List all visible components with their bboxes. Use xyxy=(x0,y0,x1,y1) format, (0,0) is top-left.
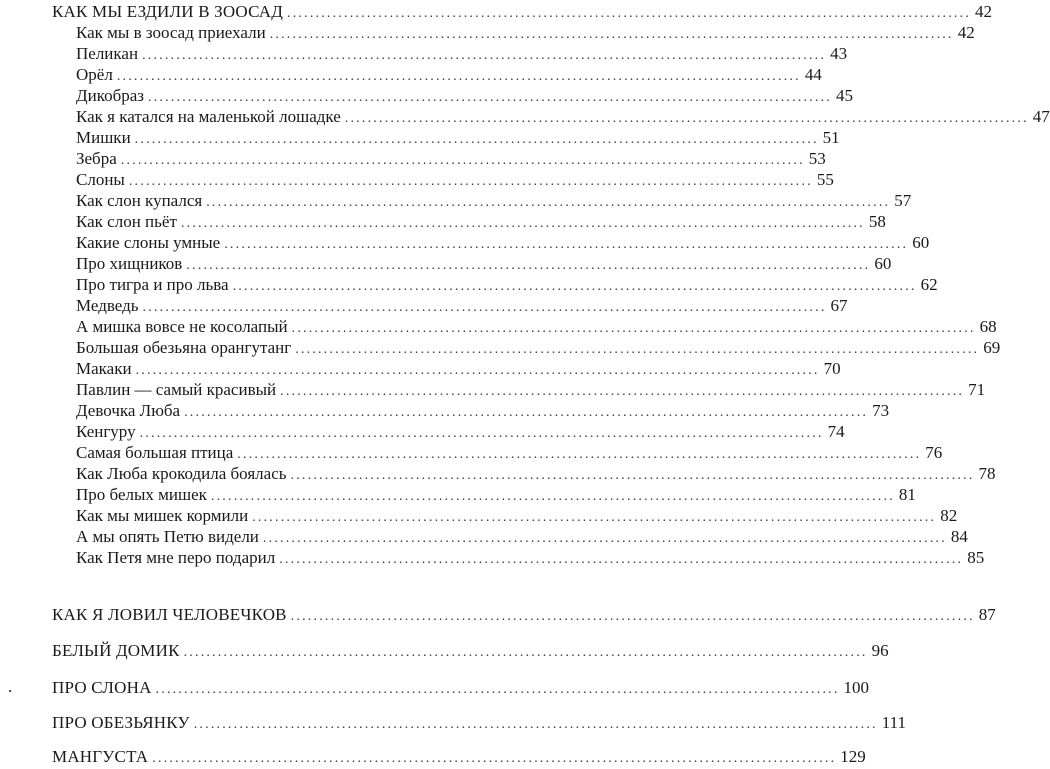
toc-entry-page: 84 xyxy=(950,527,968,546)
dot-leader: ........................................................................................................................ xyxy=(290,609,975,624)
toc-entry-title: ПРО СЛОНА xyxy=(52,678,152,697)
toc-subentry[interactable] xyxy=(76,400,890,423)
dot-leader: ........................................................................................................................ xyxy=(252,510,937,525)
toc-entry-title: Про хищников xyxy=(76,254,183,273)
dot-leader: ........................................................................................................................ xyxy=(186,258,871,273)
dot-leader: ........................................................................................................................ xyxy=(287,6,972,21)
toc-subentry[interactable] xyxy=(76,106,1050,129)
dot-leader: ........................................................................................................................ xyxy=(142,300,827,315)
toc-subentry[interactable] xyxy=(76,421,845,444)
toc-section-zoo[interactable] xyxy=(52,1,993,24)
toc-subentry[interactable] xyxy=(76,526,968,549)
dot-leader: ........................................................................................................................ xyxy=(193,717,878,732)
toc-entry-page: 81 xyxy=(898,485,916,504)
toc-entry-page: 45 xyxy=(836,86,853,105)
dot-leader: ........................................................................................................................ xyxy=(206,195,891,210)
dot-leader: ........................................................................................................................ xyxy=(224,237,909,252)
toc-section[interactable] xyxy=(52,677,870,700)
toc-subentry[interactable] xyxy=(76,190,912,213)
toc-entry-page: 53 xyxy=(808,149,826,168)
toc-entry-page: 70 xyxy=(823,359,841,378)
toc-subentry[interactable] xyxy=(76,85,853,108)
dot-leader: ........................................................................................................................ xyxy=(237,447,922,462)
dot-leader: ........................................................................................................................ xyxy=(295,342,980,357)
toc-entry-page: 71 xyxy=(968,380,986,399)
toc-entry-title: Самая большая птица xyxy=(76,443,234,462)
dot-leader: ........................................................................................................................ xyxy=(134,132,819,147)
toc-entry-title: Как я катался на маленькой лошадке xyxy=(76,107,341,126)
toc-entry-title: А мы опять Петю видели xyxy=(76,527,259,546)
dot-leader: ........................................................................................................................ xyxy=(269,27,954,42)
toc-subentry[interactable] xyxy=(76,43,848,66)
toc-entry-title: Девочка Люба xyxy=(76,401,181,420)
toc-entry-page: 42 xyxy=(957,23,975,42)
dot-leader: ........................................................................................................................ xyxy=(155,682,840,697)
dot-leader: ........................................................................................................................ xyxy=(291,321,976,336)
dot-leader: ........................................................................................................................ xyxy=(344,111,1029,126)
toc-subentry[interactable] xyxy=(76,127,840,150)
toc-entry-title: ПРО ОБЕЗЬЯНКУ xyxy=(52,713,190,732)
toc-section[interactable] xyxy=(52,712,906,735)
toc-subentry[interactable] xyxy=(76,505,958,528)
dot-leader: ........................................................................................................................ xyxy=(120,153,805,168)
toc-entry-title: Макаки xyxy=(76,359,132,378)
toc-entry-title: Мишки xyxy=(76,128,131,147)
toc-entry-title: Как Люба крокодила боялась xyxy=(76,464,287,483)
toc-entry-page: 47 xyxy=(1032,107,1050,126)
toc-entry-page: 87 xyxy=(978,605,996,624)
toc-entry-page: 82 xyxy=(940,506,958,525)
toc-subentry[interactable] xyxy=(76,232,930,255)
toc-entry-title: КАК МЫ ЕЗДИЛИ В ЗООСАД xyxy=(52,2,284,21)
toc-entry-page: 62 xyxy=(920,275,938,294)
dot-leader: ........................................................................................................................ xyxy=(184,405,869,420)
toc-entry-title: Как Петя мне перо подарил xyxy=(76,548,276,567)
toc-entry-page: 44 xyxy=(804,65,822,84)
toc-entry-title: Пеликан xyxy=(76,44,139,63)
dot-leader: ........................................................................................................................ xyxy=(232,279,917,294)
toc-entry-title: А мишка вовсе не косолапый xyxy=(76,317,288,336)
toc-entry-page: 55 xyxy=(816,170,834,189)
toc-entry-title: Орёл xyxy=(76,65,113,84)
dot-leader: ........................................................................................................................ xyxy=(180,216,865,231)
toc-entry-title: Как мы мишек кормили xyxy=(76,506,249,525)
toc-entry-page: 43 xyxy=(830,44,848,63)
dot-leader: ........................................................................................................................ xyxy=(135,363,820,378)
toc-entry-page: 60 xyxy=(874,254,892,273)
toc-subentry[interactable] xyxy=(76,337,1001,360)
dot-leader: ........................................................................................................................ xyxy=(142,48,827,63)
toc-subentry[interactable] xyxy=(76,148,826,171)
toc-entry-page: 96 xyxy=(871,641,889,660)
toc-subentry[interactable] xyxy=(76,211,886,234)
dot-leader: ........................................................................................................................ xyxy=(210,489,895,504)
toc-entry-page: 51 xyxy=(822,128,840,147)
toc-entry-page: 68 xyxy=(979,317,997,336)
dot-leader: ........................................................................................................................ xyxy=(290,468,975,483)
dot-leader: ........................................................................................................................ xyxy=(116,69,801,84)
toc-section[interactable] xyxy=(52,604,996,627)
toc-entry-title: Дикобраз xyxy=(76,86,144,105)
toc-entry-title: Про тигра и про льва xyxy=(76,275,229,294)
toc-entry-page: 78 xyxy=(978,464,996,483)
dot-leader: ........................................................................................................................ xyxy=(128,174,813,189)
toc-subentry[interactable] xyxy=(76,316,997,339)
toc-entry-page: 100 xyxy=(843,678,870,697)
toc-entry-page: 58 xyxy=(868,212,886,231)
toc-subentry[interactable] xyxy=(76,169,834,192)
toc-section[interactable] xyxy=(52,746,866,769)
toc-entry-title: Слоны xyxy=(76,170,125,189)
toc-entry-page: 69 xyxy=(983,338,1001,357)
stray-mark: . xyxy=(8,677,13,696)
toc-subentry[interactable] xyxy=(76,358,841,381)
toc-subentry[interactable] xyxy=(76,547,985,570)
toc-entry-page: 85 xyxy=(967,548,985,567)
toc-entry-title: БЕЛЫЙ ДОМИК xyxy=(52,641,180,660)
toc-subentry[interactable] xyxy=(76,64,822,87)
toc-entry-page: 73 xyxy=(872,401,890,420)
toc-subentry[interactable] xyxy=(76,379,986,402)
toc-subentry[interactable] xyxy=(76,442,943,465)
toc-entry-title: Про белых мишек xyxy=(76,485,207,504)
toc-subentry[interactable] xyxy=(76,463,996,486)
dot-leader: ........................................................................................................................ xyxy=(279,552,964,567)
toc-entry-title: МАНГУСТА xyxy=(52,747,149,766)
toc-subentry[interactable] xyxy=(76,253,892,276)
toc-entry-page: 60 xyxy=(912,233,930,252)
toc-entry-page: 42 xyxy=(975,2,993,21)
toc-subentry[interactable] xyxy=(76,295,848,318)
toc-entry-page: 76 xyxy=(925,443,943,462)
dot-leader: ........................................................................................................................ xyxy=(262,531,947,546)
dot-leader: ........................................................................................................................ xyxy=(139,426,824,441)
toc-entry-title: Павлин — самый красивый xyxy=(76,380,277,399)
toc-subentry[interactable] xyxy=(76,274,938,297)
toc-entry-page: 129 xyxy=(840,747,866,766)
toc-entry-title: Кенгуру xyxy=(76,422,136,441)
toc-subentry[interactable] xyxy=(76,484,916,507)
dot-leader: ........................................................................................................................ xyxy=(280,384,965,399)
toc-entry-page: 74 xyxy=(827,422,845,441)
dot-leader: ........................................................................................................................ xyxy=(148,90,832,105)
toc-entry-title: Как мы в зоосад приехали xyxy=(76,23,266,42)
toc-entry-title: Большая обезьяна орангутанг xyxy=(76,338,292,357)
toc-subentry[interactable] xyxy=(76,22,975,45)
toc-entry-page: 57 xyxy=(894,191,912,210)
toc-entry-title: Медведь xyxy=(76,296,139,315)
toc-section[interactable] xyxy=(52,640,889,663)
toc-entry-page: 67 xyxy=(830,296,848,315)
toc-entry-title: Как слон купался xyxy=(76,191,203,210)
toc-entry-page: 111 xyxy=(881,713,906,732)
toc-entry-title: Зебра xyxy=(76,149,117,168)
toc-entry-title: КАК Я ЛОВИЛ ЧЕЛОВЕЧКОВ xyxy=(52,605,287,624)
toc-entry-title: Какие слоны умные xyxy=(76,233,221,252)
dot-leader: ........................................................................................................................ xyxy=(183,645,868,660)
dot-leader: ........................................................................................................................ xyxy=(152,751,837,766)
toc-entry-title: Как слон пьёт xyxy=(76,212,177,231)
